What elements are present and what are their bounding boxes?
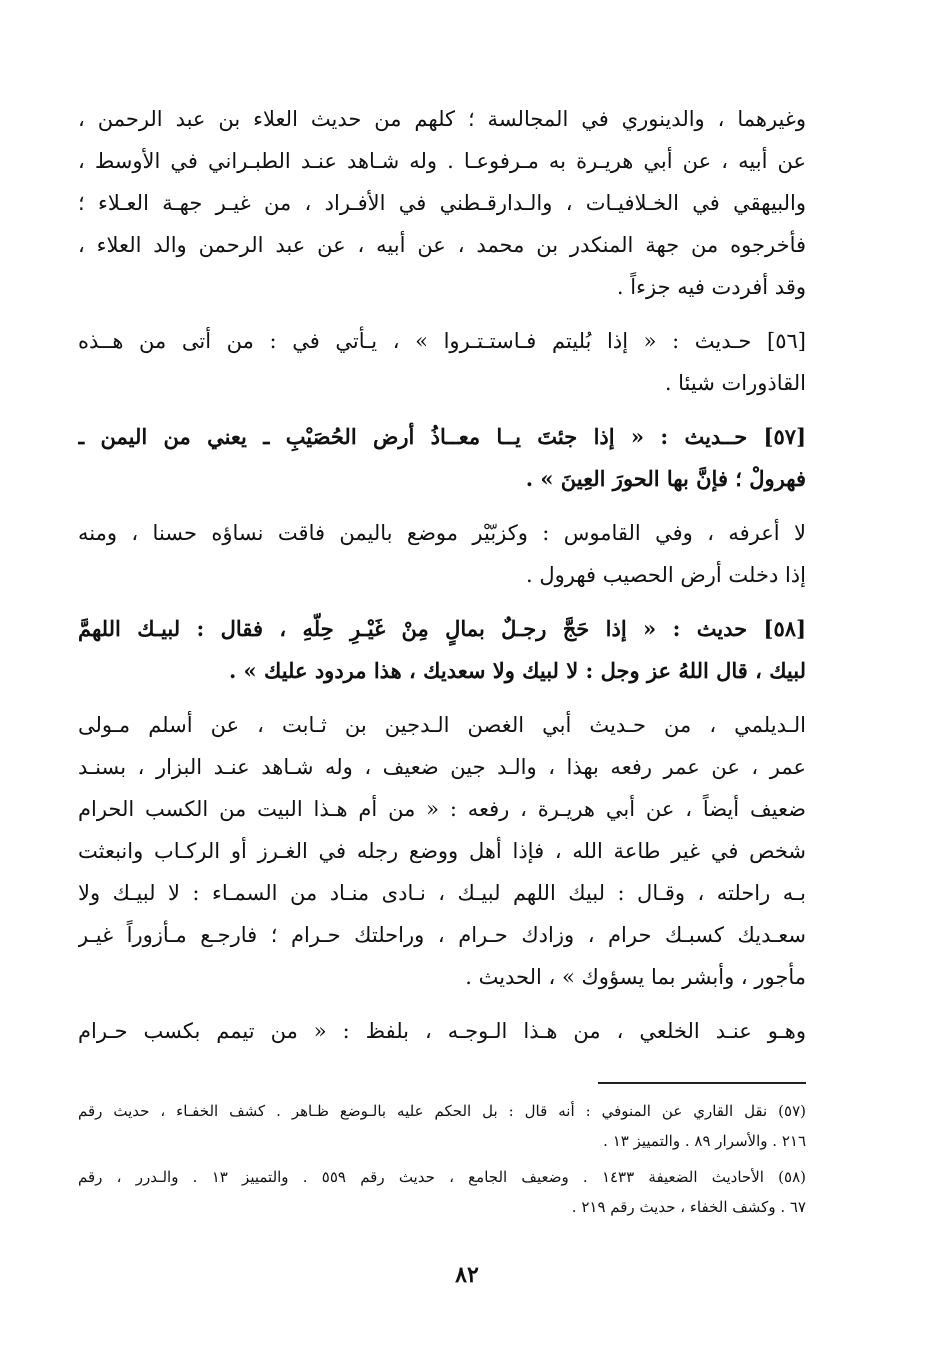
text-line: سعـديك كسبـك حرام ، وزادك حـرام ، وراحلتك حـرام ؛ فارجـع مـأزوراً غيـر: [78, 923, 806, 947]
text-line: بـه راحلته ، وقـال : لبيك اللهم لبيـك ، نـادى منـاد من السمـاء : لا لبيـك ولا: [78, 881, 806, 905]
text-line: لا أعرفه ، وفي القاموس : وكزبّيْر موضع باليمن فاقت نساؤه حسنا ، ومنه: [78, 521, 806, 545]
text-line: [٥٦] حـديث : « إذا بُليتم فـاستـتـروا » ، يـأتي في : من أتى من هــذه: [78, 329, 806, 353]
footnote-line: (٥٧) نقل القاري عن المنوفي : أنه قال : بل الحكم عليه بالـوضع ظـاهر . كشف الخفـاء ، حديث رقم: [78, 1102, 806, 1120]
commentary-57: [78, 512, 806, 596]
footnotes: [78, 1096, 806, 1228]
text-line: فهرولْ ؛ فإنَّ بها الحورَ العِينَ » .: [525, 466, 806, 491]
paragraph-1: [78, 98, 806, 308]
main-text: [78, 98, 806, 1064]
commentary-58: [78, 704, 806, 998]
footnote-57: [78, 1096, 806, 1156]
text-line: ضعيف أيضاً ، عن أبي هريـرة ، رفعه : « من أم هـذا البيت من الكسب الحرام: [78, 797, 806, 821]
text-line: وقد أفردت فيه جزءاً .: [616, 275, 806, 299]
hadith-56: [78, 320, 806, 404]
text-line: إذا دخلت أرض الحصيب فهرول .: [525, 563, 806, 587]
text-line: وغيرهما ، والدينوري في المجالسة ؛ كلهم من حديث العلاء بن عبد الرحمن ،: [78, 107, 806, 131]
hadith-57: [78, 416, 806, 500]
footnote-line: ٦٧ . وكشف الخفاء ، حديث رقم ٢١٩ .: [571, 1198, 806, 1216]
text-line: شخص في غير طاعة الله ، فإذا أهل ووضع رجله في الغـرز أو الركـاب وانبعثت: [78, 839, 806, 863]
text-line: مأجور ، وأبشر بما يسؤوك » ، الحديث .: [465, 965, 806, 989]
text-line: وهـو عنـد الخلعي ، من هـذا الـوجـه ، بلفظ : « من تيمم بكسب حـرام: [78, 1019, 806, 1043]
text-line: القاذورات شيئا .: [664, 371, 806, 395]
text-line: لبيك ، قال اللهُ عز وجل : لا لبيك ولا سعديك ، هذا مردود عليك » .: [228, 658, 806, 683]
paragraph-last: [78, 1010, 806, 1052]
footnote-line: (٥٨) الأحاديث الضعيفة ١٤٣٣ . وضعيف الجامع ، حديث رقم ٥٥٩ . والتمييز ١٣ . والـدرر ، رقم: [78, 1168, 806, 1186]
text-line: الـديلمي ، من حـديث أبي الغصن الـدجين بن ثـابت ، عن أسلم مـولى: [78, 713, 806, 737]
text-line: [٥٨] حديث : « إذا حَجَّ رجـلٌ بمالٍ مِنْ غَيْـرِ حِلّهِ ، فقال : لبيـك اللهمَّ: [78, 616, 806, 641]
text-line: عن أبيه ، عن أبي هريـرة به مـرفوعـا . وله شـاهد عنـد الطبـراني في الأوسط ،: [78, 149, 806, 173]
text-line: [٥٧] حــديث : « إذا جئتَ يــا معــاذُ أرض الحُصَيْبِ ـ يعني من اليمن ـ: [78, 424, 806, 449]
footnote-line: ٢١٦ . والأسرار ٨٩ . والتمييز ١٣ .: [603, 1132, 806, 1150]
page-number: ٨٢: [455, 1262, 479, 1288]
hadith-58: [78, 608, 806, 692]
footnote-divider: [598, 1082, 806, 1084]
text-line: فأخرجوه من جهة المنكدر بن محمد ، عن أبيه ، عن عبد الرحمن والد العلاء ،: [78, 233, 806, 257]
text-line: والبيهقي في الخـلافيـات ، والـدارقـطني في الأفـراد ، من غيـر جهـة العـلاء ؛: [78, 191, 806, 215]
footnote-58: [78, 1162, 806, 1222]
text-line: عمر ، عن عمر رفعه بهذا ، والـد جين ضعيف ، وله شـاهد عنـد البزار ، بسنـد: [78, 755, 806, 779]
